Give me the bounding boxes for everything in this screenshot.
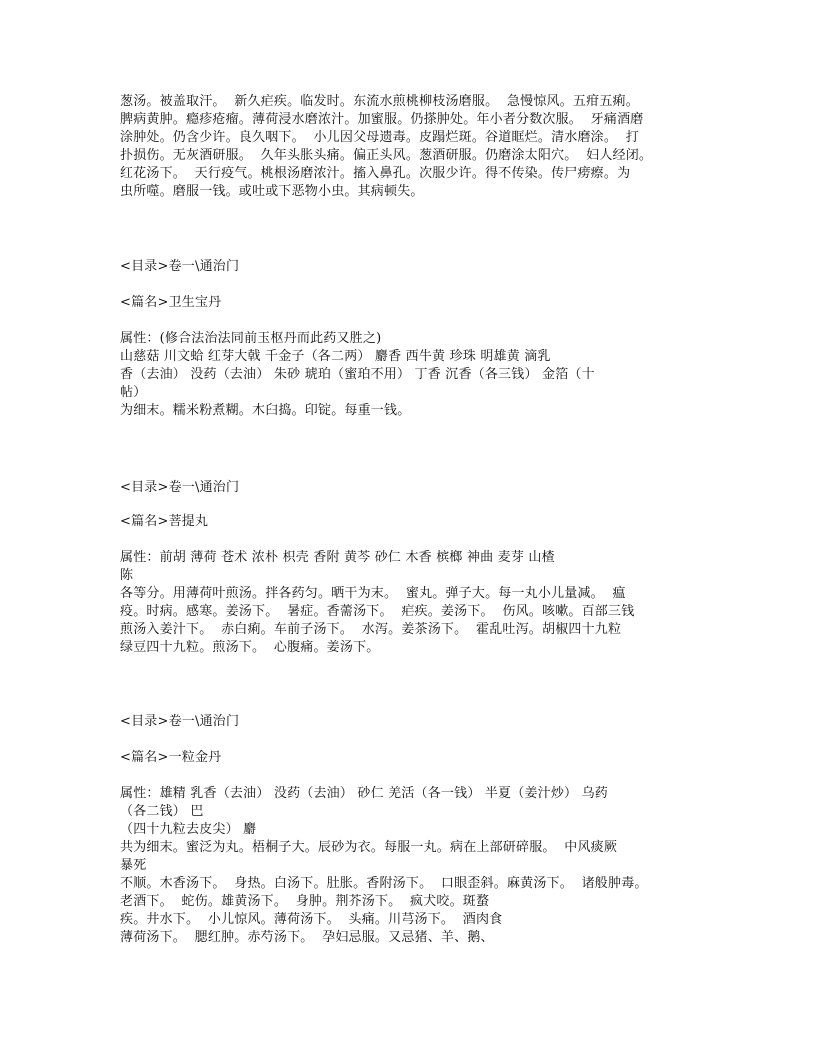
text-line: 绿豆四十九粒。煎汤下。 心腹痛。姜汤下。 xyxy=(120,640,380,655)
catalog-heading: <目录>卷一\通治门 xyxy=(120,714,240,729)
catalog-heading: <目录>卷一\通治门 xyxy=(120,480,240,495)
text-line: 属性：(修合法治法同前玉枢丹而此药又胜之) xyxy=(120,331,382,346)
text-line: 虫所噬。磨服一钱。或吐或下恶物小虫。其病顿失。 xyxy=(120,184,424,199)
catalog-heading: <目录>卷一\通治门 xyxy=(120,259,240,274)
text-line: 属性：雄精 乳香（去油） 没药（去油） 砂仁 羌活（各一钱） 半夏（姜汁炒） 乌药 xyxy=(120,786,608,801)
text-line: 不顺。木香汤下。 身热。白汤下。肚胀。香附汤下。 口眼歪斜。麻黄汤下。 诸般肿毒。 xyxy=(120,876,648,891)
text-line: 疾。井水下。 小儿惊风。薄荷汤下。 头痛。川芎汤下。 酒肉食 xyxy=(120,912,503,927)
text-line: 煎汤入姜汁下。 赤白痢。车前子汤下。 水泻。姜茶汤下。 霍乱吐泻。胡椒四十九粒 xyxy=(120,622,622,637)
text-line: （各二钱） 巴 xyxy=(120,804,204,819)
text-line: 疫。时病。感寒。姜汤下。 暑症。香薷汤下。 疟疾。姜汤下。 伤风。咳嗽。百部三钱 xyxy=(120,604,635,619)
text-line: 为细末。糯米粉煮糊。木臼捣。印锭。每重一钱。 xyxy=(120,403,411,418)
text-line: 共为细末。蜜泛为丸。梧桐子大。辰砂为衣。每服一丸。病在上部研碎服。 中风痰厥 xyxy=(120,840,618,855)
text-line: 薄荷汤下。 腮红肿。赤芍汤下。 孕妇忌服。又忌猪、羊、鹅、 xyxy=(120,930,494,945)
entry-title: <篇名>一粒金丹 xyxy=(120,750,222,765)
entry-title: <篇名>卫生宝丹 xyxy=(120,295,222,310)
text-line: 红花汤下。 天行疫气。桃根汤磨浓汁。搐入鼻孔。次服少许。得不传染。传尸痨瘵。为 xyxy=(120,166,631,181)
text-line: 香（去油） 没药（去油） 朱砂 琥珀（蜜珀不用） 丁香 沉香（各三钱） 金箔（十 xyxy=(120,367,595,382)
text-line: 脾病黄肿。瘾疹疮瘤。薄荷浸水磨浓汁。加蜜服。仍搽肿处。年小者分数次服。 牙痛酒磨 xyxy=(120,112,644,127)
text-line: 涂肿处。仍含少许。良久咽下。 小儿因父母遗毒。皮蹋烂斑。谷道眶烂。清水磨涂。 打 xyxy=(120,130,639,145)
text-line: 老酒下。 蛇伤。雄黄汤下。 身肿。荆芥汤下。 疯犬咬。斑蝥 xyxy=(120,894,490,909)
text-line: 帖） xyxy=(120,385,147,400)
entry-title: <篇名>菩提丸 xyxy=(120,514,209,529)
text-line: 属性：前胡 薄荷 苍术 浓朴 枳壳 香附 黄芩 砂仁 木香 槟榔 神曲 麦芽 山楂 xyxy=(120,550,555,565)
text-line: 暴死 xyxy=(120,858,147,873)
text-line: 扑损伤。无灰酒研服。 久年头胀头痛。偏正头风。葱酒研服。仍磨涂太阳穴。 妇人经闭。 xyxy=(120,148,653,163)
text-line: 葱汤。被盖取汗。 新久疟疾。临发时。东流水煎桃柳枝汤磨服。 急慢惊风。五疳五痢。 xyxy=(120,94,639,109)
text-line: 山慈菇 川文蛤 红芽大戟 千金子（各二两） 麝香 西牛黄 珍珠 明雄黄 滴乳 xyxy=(120,349,551,364)
text-line: 各等分。用薄荷叶煎汤。拌各药匀。晒干为末。 蜜丸。弹子大。每一丸小儿量减。 瘟 xyxy=(120,586,626,601)
text-line: 陈 xyxy=(120,568,134,583)
text-line: （四十九粒去皮尖） 麝 xyxy=(120,822,257,837)
